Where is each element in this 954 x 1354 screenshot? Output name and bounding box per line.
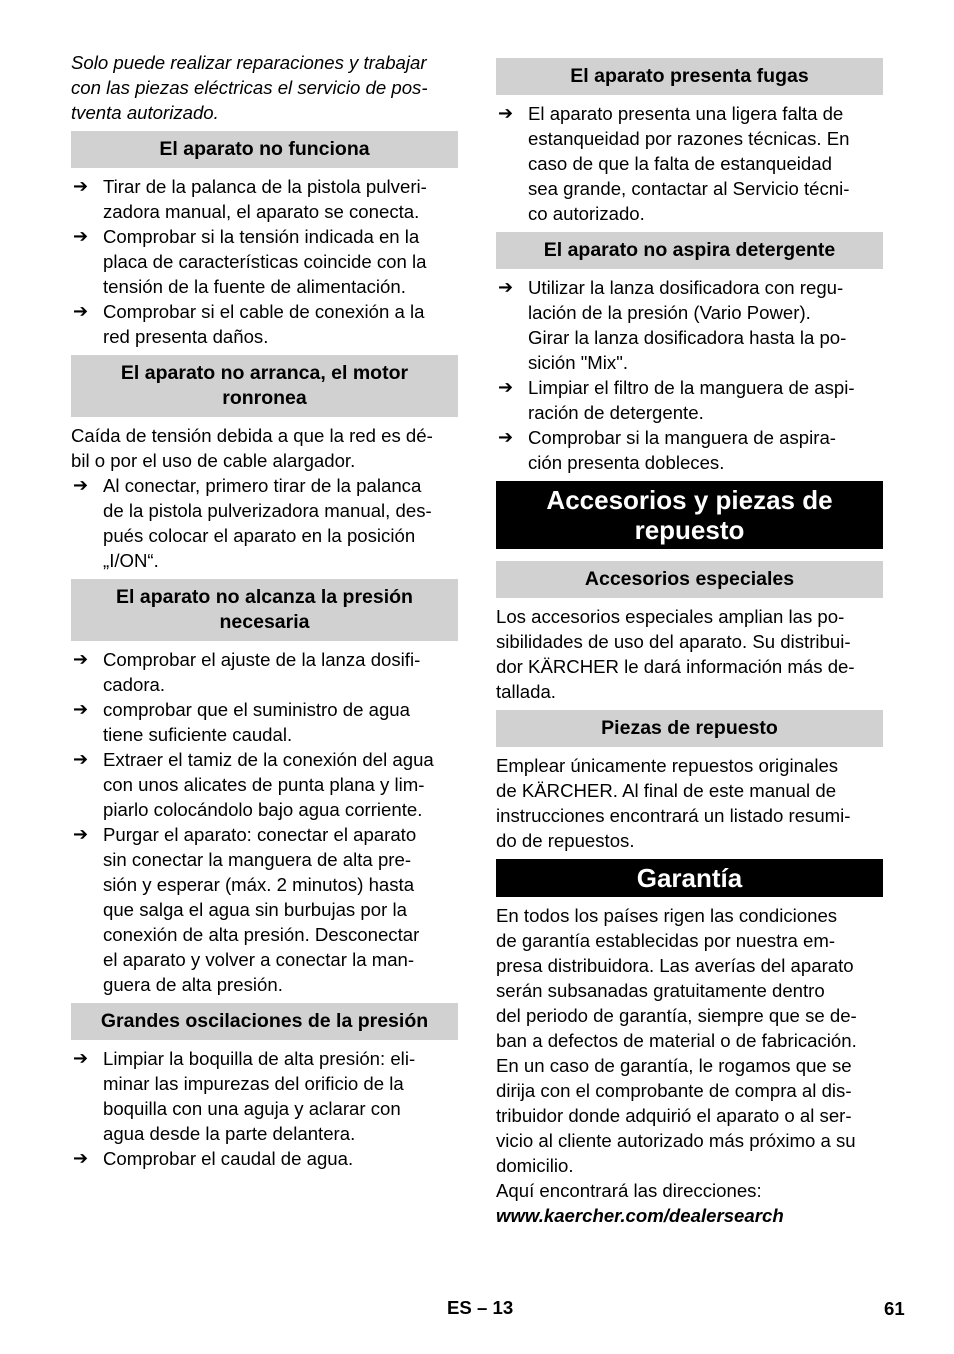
bullet-list	[496, 275, 883, 475]
arrow-right-icon: ➔	[498, 427, 514, 448]
dealer-search-link[interactable]: www.kaercher.com/dealersearch	[496, 1205, 784, 1226]
arrow-right-icon: ➔	[498, 277, 514, 298]
paragraph: En todos los países rigen las condiciones de garantía establecidas por nuestra em- presa distribuidora. Las averías del aparato serán subsanadas gratuitamente dentro del periodo de garantía, siempre que se de- ban a defectos de material o de fabricación. En un caso de garantía, le rogamos que se dirija con el comprobante de compra al dis- tribuidor donde adquirió el aparato o al ser- vicio al cliente autorizado más próximo a su domicilio. Aquí encontrará las direcciones: www.kaercher.com/dealersearch	[496, 903, 883, 1228]
arrow-right-icon: ➔	[73, 475, 89, 496]
arrow-right-icon: ➔	[73, 226, 89, 247]
section-heading-no-arranca: El aparato no arranca, el motor ronronea	[71, 355, 458, 417]
left-column	[71, 50, 458, 1177]
list-item: ➔ comprobar que el suministro de agua tiene suficiente caudal.	[73, 699, 410, 745]
list-item: ➔ Extraer el tamiz de la conexión del agua con unos alicates de punta plana y lim- piarlo colocándolo bajo agua corriente.	[73, 749, 434, 820]
section-heading-no-alcanza-presion: El aparato no alcanza la presión necesaria	[71, 579, 458, 641]
paragraph: Los accesorios especiales amplian las po- sibilidades de uso del aparato. Su distribui- dor KÄRCHER le dará información más de- tallada.	[496, 606, 855, 702]
bullet-list	[71, 473, 458, 573]
arrow-right-icon: ➔	[73, 824, 89, 845]
list-item: ➔ Purgar el aparato: conectar el aparato sin conectar la manguera de alta pre- sión y esperar (máx. 2 minutos) hasta que salga el agua sin burbujas por la conexión de alta presión. Desconectar el aparato y volver a conectar la man- guera de alta presión.	[73, 824, 420, 995]
section-heading-piezas-repuesto: Piezas de repuesto	[496, 710, 883, 747]
arrow-right-icon: ➔	[73, 749, 89, 770]
list-item: ➔ El aparato presenta una ligera falta de estanqueidad por razones técnicas. En caso de que la falta de estanqueidad sea grande, contactar al Servicio técni- co autorizado.	[498, 103, 850, 224]
arrow-right-icon: ➔	[73, 699, 89, 720]
paragraph: Emplear únicamente repuestos originales de KÄRCHER. Al final de este manual de instrucciones encontrará un listado resumi- do de repuestos.	[496, 755, 851, 851]
page-number: 61	[884, 1298, 905, 1319]
chapter-heading-accesorios: Accesorios y piezas de repuesto	[496, 481, 883, 549]
arrow-right-icon: ➔	[73, 1048, 89, 1069]
arrow-right-icon: ➔	[498, 377, 514, 398]
list-item: ➔ Tirar de la palanca de la pistola pulveri- zadora manual, el aparato se conecta.	[73, 176, 427, 222]
bullet-list	[71, 1046, 458, 1171]
bullet-list	[71, 647, 458, 997]
list-item: ➔ Comprobar si la tensión indicada en la placa de características coincide con la tensión de la fuente de alimentación.	[73, 226, 427, 297]
bullet-list	[496, 101, 883, 226]
section-page-label: ES – 13	[447, 1297, 514, 1318]
section-heading-no-funciona: El aparato no funciona	[71, 131, 458, 168]
arrow-right-icon: ➔	[73, 301, 89, 322]
section-heading-no-aspira: El aparato no aspira detergente	[496, 232, 883, 269]
section-heading-accesorios-especiales: Accesorios especiales	[496, 561, 883, 598]
list-item: ➔ Comprobar el caudal de agua.	[73, 1148, 354, 1169]
arrow-right-icon: ➔	[73, 1148, 89, 1169]
arrow-right-icon: ➔	[73, 649, 89, 670]
section-heading-oscilaciones: Grandes oscilaciones de la presión	[71, 1003, 458, 1040]
arrow-right-icon: ➔	[73, 176, 89, 197]
list-item: ➔ Comprobar el ajuste de la lanza dosifi- cadora.	[73, 649, 421, 695]
list-item: ➔ Comprobar si la manguera de aspira- ción presenta dobleces.	[498, 427, 836, 473]
bullet-list	[71, 174, 458, 349]
list-item: ➔ Utilizar la lanza dosificadora con regu- lación de la presión (Vario Power). Girar la lanza dosificadora hasta la po- sición "Mix".	[498, 277, 847, 373]
list-item: ➔ Comprobar si el cable de conexión a la red presenta daños.	[73, 301, 425, 347]
right-column	[496, 58, 883, 1234]
arrow-right-icon: ➔	[498, 103, 514, 124]
paragraph: Caída de tensión debida a que la red es dé- bil o por el uso de cable alargador.	[71, 425, 433, 471]
list-item: ➔ Al conectar, primero tirar de la palanca de la pistola pulverizadora manual, des- pués colocar el aparato en la posición „I/ON“.	[73, 475, 432, 571]
chapter-heading-garantia: Garantía	[496, 859, 883, 897]
section-heading-fugas: El aparato presenta fugas	[496, 58, 883, 95]
intro-note: Solo puede realizar reparaciones y trabajar con las piezas eléctricas el servicio de pos- tventa autorizado.	[71, 52, 428, 123]
list-item: ➔ Limpiar la boquilla de alta presión: eli- minar las impurezas del orificio de la boquilla con una aguja y aclarar con agua desde la parte delantera.	[73, 1048, 416, 1144]
list-item: ➔ Limpiar el filtro de la manguera de aspi- ración de detergente.	[498, 377, 855, 423]
